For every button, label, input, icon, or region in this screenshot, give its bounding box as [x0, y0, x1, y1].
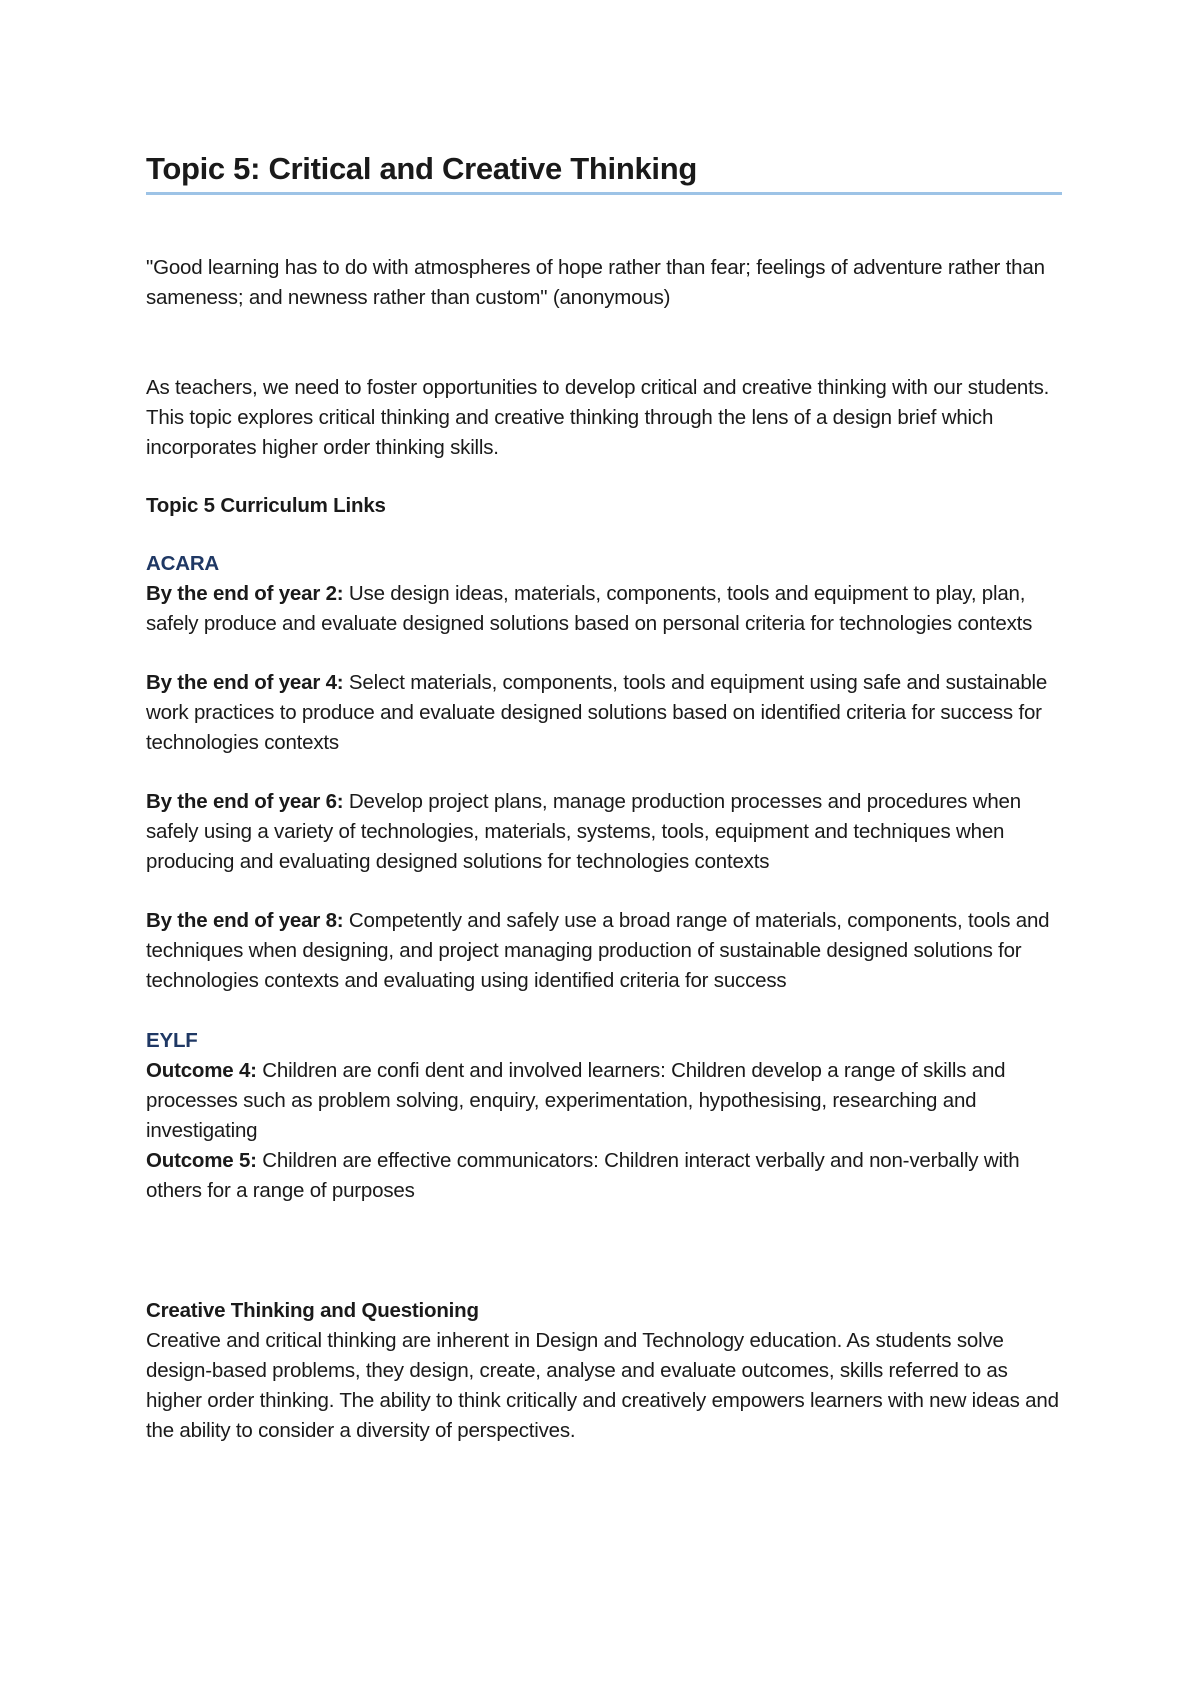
eylf-heading: EYLF [146, 1029, 198, 1052]
title-underline [146, 192, 1062, 195]
page-title: Topic 5: Critical and Creative Thinking [146, 151, 697, 186]
eylf-item-label: Outcome 4: [146, 1059, 257, 1082]
acara-item-label: By the end of year 2: [146, 582, 344, 605]
acara-item-year-4 [146, 668, 1062, 758]
acara-item-label: By the end of year 4: [146, 671, 344, 694]
eylf-item-label: Outcome 5: [146, 1149, 257, 1172]
eylf-outcome-4 [146, 1056, 1062, 1146]
eylf-outcome-5 [146, 1146, 1062, 1206]
curriculum-links-heading: Topic 5 Curriculum Links [146, 494, 386, 517]
acara-item-label: By the end of year 8: [146, 909, 344, 932]
eylf-item-text: Children are confi dent and involved learners: Children develop a range of skills and processes such as problem solving, enquiry, experimentation, hypothesising, researching and investigating [146, 1059, 1006, 1142]
eylf-item-text: Children are effective communicators: Children interact verbally and non-verbally with others for a range of purposes [146, 1149, 1020, 1202]
acara-item-year-8 [146, 906, 1062, 996]
opening-quote: "Good learning has to do with atmospheres of hope rather than fear; feelings of adventure rather than sameness; and newness rather than custom" (anonymous) [146, 256, 1045, 309]
acara-heading: ACARA [146, 552, 220, 575]
creative-thinking-paragraph: Creative and critical thinking are inherent in Design and Technology education. As students solve design-based problems, they design, create, analyse and evaluate outcomes, skills referred to as higher order thinking. The ability to think critically and creatively empowers learners with new ideas and the ability to consider a diversity of perspectives. [146, 1329, 1059, 1442]
acara-item-label: By the end of year 6: [146, 790, 344, 813]
acara-list [146, 579, 1062, 996]
eylf-list [146, 1056, 1062, 1206]
acara-item-text: Select materials, components, tools and equipment using safe and sustainable work practices to produce and evaluate designed solutions based on identified criteria for success for technologies contexts [146, 671, 1048, 754]
acara-item-year-2 [146, 579, 1062, 639]
intro-paragraph: As teachers, we need to foster opportunities to develop critical and creative thinking with our students. This topic explores critical thinking and creative thinking through the lens of a design brief which incorporates higher order thinking skills. [146, 376, 1050, 459]
acara-item-year-6 [146, 787, 1062, 877]
acara-item-text: Use design ideas, materials, components, tools and equipment to play, plan, safely produce and evaluate designed solutions based on personal criteria for technologies contexts [146, 582, 1033, 635]
creative-thinking-heading: Creative Thinking and Questioning [146, 1299, 479, 1322]
document-body [146, 150, 1062, 1446]
acara-item-text: Develop project plans, manage production processes and procedures when safely using a variety of technologies, materials, systems, tools, equipment and techniques when producing and evaluating designed solutions for technologies contexts [146, 790, 1021, 873]
acara-item-text: Competently and safely use a broad range of materials, components, tools and techniques when designing, and project managing production of sustainable designed solutions for technologies contexts and evaluating using identified criteria for success [146, 909, 1050, 992]
